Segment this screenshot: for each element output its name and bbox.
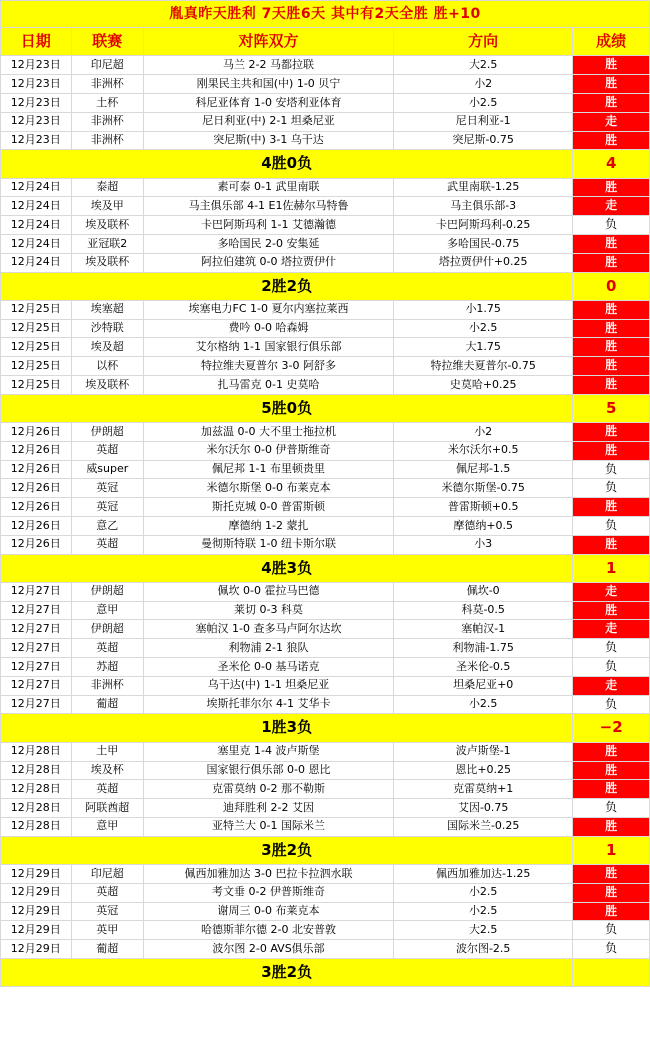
cell-league: 印尼超 [71,864,144,883]
cell-league: 埃塞超 [71,300,144,319]
cell-league: 英超 [71,441,144,460]
table-row [1,197,650,216]
cell-direction: 圣米伦-0.5 [394,658,573,677]
cell-direction: 恩比+0.25 [394,761,573,780]
table-row [1,582,650,601]
cell-result: 胜 [573,498,650,517]
cell-direction: 小2 [394,75,573,94]
table-row [1,376,650,395]
cell-direction: 多哈国民-0.75 [394,234,573,253]
cell-date: 12月26日 [1,517,72,536]
cell-league: 英超 [71,883,144,902]
cell-date: 12月27日 [1,676,72,695]
summary-score: 1 [573,836,650,864]
cell-league: 葡超 [71,695,144,714]
cell-match: 乌干达(中) 1-1 坦桑尼亚 [144,676,394,695]
cell-league: 埃及联杯 [71,216,144,235]
cell-league: 英超 [71,535,144,554]
cell-direction: 武里南联-1.25 [394,178,573,197]
cell-result: 走 [573,112,650,131]
cell-match: 卡巴阿斯玛利 1-1 艾德瀚德 [144,216,394,235]
title-row [1,1,650,28]
cell-direction: 大2.5 [394,921,573,940]
column-header-date: 日期 [1,28,72,56]
cell-date: 12月27日 [1,695,72,714]
cell-match: 扎马雷克 0-1 史莫哈 [144,376,394,395]
cell-match: 米尔沃尔 0-0 伊普斯维奇 [144,441,394,460]
page-title: 胤真昨天胜利 7天胜6天 其中有2天全胜 胜+10 [1,1,650,28]
table-row [1,93,650,112]
cell-direction: 小2.5 [394,695,573,714]
cell-date: 12月26日 [1,460,72,479]
cell-result: 胜 [573,75,650,94]
cell-direction: 艾因-0.75 [394,799,573,818]
cell-date: 12月29日 [1,921,72,940]
cell-league: 沙特联 [71,319,144,338]
summary-label: 2胜2负 [1,272,573,300]
cell-date: 12月25日 [1,338,72,357]
cell-direction: 波尔图-2.5 [394,940,573,959]
summary-score [573,958,650,986]
cell-direction: 小2 [394,423,573,442]
summary-score: 0 [573,272,650,300]
summary-label: 1胜3负 [1,714,573,742]
cell-result: 胜 [573,883,650,902]
cell-date: 12月26日 [1,535,72,554]
cell-match: 迪拜胜利 2-2 艾因 [144,799,394,818]
cell-result: 胜 [573,319,650,338]
cell-date: 12月25日 [1,376,72,395]
table-row [1,601,650,620]
summary-row [1,394,650,422]
cell-result: 胜 [573,178,650,197]
cell-result: 胜 [573,300,650,319]
summary-label: 3胜2负 [1,958,573,986]
cell-league: 伊朗超 [71,582,144,601]
cell-date: 12月23日 [1,93,72,112]
table-row [1,799,650,818]
table-row [1,479,650,498]
cell-match: 佩尼邦 1-1 布里顿贵里 [144,460,394,479]
cell-league: 英甲 [71,921,144,940]
cell-direction: 小1.75 [394,300,573,319]
cell-direction: 米尔沃尔+0.5 [394,441,573,460]
cell-league: 阿联酋超 [71,799,144,818]
cell-match: 科尼亚体育 1-0 安塔利亚体育 [144,93,394,112]
cell-match: 佩西加雅加达 3-0 巴拉卡拉泗水联 [144,864,394,883]
table-row [1,742,650,761]
cell-league: 意甲 [71,817,144,836]
cell-result: 负 [573,639,650,658]
summary-label: 3胜2负 [1,836,573,864]
cell-result: 胜 [573,131,650,150]
cell-direction: 塞帕汉-1 [394,620,573,639]
table-row [1,460,650,479]
summary-score: 5 [573,394,650,422]
cell-direction: 普雷斯顿+0.5 [394,498,573,517]
summary-label: 5胜0负 [1,394,573,422]
cell-league: 埃及联杯 [71,376,144,395]
table-row [1,517,650,536]
cell-league: 伊朗超 [71,620,144,639]
table-row [1,338,650,357]
table-row [1,864,650,883]
cell-match: 莱切 0-3 科莫 [144,601,394,620]
cell-date: 12月25日 [1,357,72,376]
cell-date: 12月27日 [1,582,72,601]
cell-result: 胜 [573,902,650,921]
cell-league: 英冠 [71,902,144,921]
cell-result: 胜 [573,601,650,620]
cell-league: 以杯 [71,357,144,376]
cell-direction: 摩德纳+0.5 [394,517,573,536]
cell-result: 负 [573,658,650,677]
cell-result: 负 [573,479,650,498]
table-row [1,216,650,235]
table-row [1,695,650,714]
cell-direction: 佩坎-0 [394,582,573,601]
table-row [1,902,650,921]
cell-league: 非洲杯 [71,676,144,695]
cell-match: 马兰 2-2 马都拉联 [144,56,394,75]
cell-date: 12月26日 [1,498,72,517]
table-row [1,112,650,131]
cell-date: 12月24日 [1,178,72,197]
summary-label: 4胜0负 [1,150,573,178]
column-header-direction: 方向 [394,28,573,56]
cell-league: 印尼超 [71,56,144,75]
cell-league: 土杯 [71,93,144,112]
cell-match: 哈德斯菲尔德 2-0 北安普敦 [144,921,394,940]
cell-match: 费吟 0-0 哈森姆 [144,319,394,338]
cell-date: 12月28日 [1,780,72,799]
cell-direction: 马主俱乐部-3 [394,197,573,216]
cell-result: 胜 [573,535,650,554]
column-header-row [1,28,650,56]
cell-result: 负 [573,460,650,479]
table-row [1,234,650,253]
cell-direction: 塔拉贾伊什+0.25 [394,253,573,272]
cell-result: 走 [573,197,650,216]
cell-date: 12月28日 [1,817,72,836]
cell-league: 威super [71,460,144,479]
cell-league: 意乙 [71,517,144,536]
cell-match: 加兹温 0-0 大不里士拖拉机 [144,423,394,442]
cell-match: 摩德纳 1-2 蒙扎 [144,517,394,536]
cell-date: 12月23日 [1,112,72,131]
summary-row [1,272,650,300]
cell-date: 12月24日 [1,216,72,235]
cell-match: 塞里克 1-4 波卢斯堡 [144,742,394,761]
table-row [1,498,650,517]
cell-direction: 小2.5 [394,319,573,338]
table-row [1,300,650,319]
cell-match: 利物浦 2-1 狼队 [144,639,394,658]
column-header-match: 对阵双方 [144,28,394,56]
cell-match: 特拉维夫夏普尔 3-0 阿舒多 [144,357,394,376]
cell-date: 12月29日 [1,940,72,959]
cell-direction: 特拉维夫夏普尔-0.75 [394,357,573,376]
cell-league: 非洲杯 [71,131,144,150]
cell-result: 胜 [573,338,650,357]
cell-match: 圣米伦 0-0 基马诺克 [144,658,394,677]
table-row [1,56,650,75]
cell-direction: 佩西加雅加达-1.25 [394,864,573,883]
summary-score: 1 [573,554,650,582]
cell-result: 胜 [573,761,650,780]
cell-match: 塞帕汉 1-0 查多马卢阿尔达坎 [144,620,394,639]
cell-league: 泰超 [71,178,144,197]
cell-league: 葡超 [71,940,144,959]
cell-direction: 利物浦-1.75 [394,639,573,658]
results-table-body [1,1,650,987]
table-row [1,253,650,272]
cell-result: 走 [573,676,650,695]
summary-score: 4 [573,150,650,178]
cell-date: 12月29日 [1,883,72,902]
cell-league: 埃及杯 [71,761,144,780]
table-row [1,921,650,940]
cell-match: 素可泰 0-1 武里南联 [144,178,394,197]
table-row [1,357,650,376]
cell-date: 12月27日 [1,601,72,620]
table-row [1,535,650,554]
table-row [1,423,650,442]
cell-result: 负 [573,695,650,714]
cell-league: 非洲杯 [71,75,144,94]
cell-match: 米德尔斯堡 0-0 布莱克本 [144,479,394,498]
table-row [1,940,650,959]
summary-label: 4胜3负 [1,554,573,582]
summary-row [1,714,650,742]
cell-result: 负 [573,921,650,940]
cell-result: 胜 [573,56,650,75]
cell-date: 12月28日 [1,761,72,780]
cell-result: 胜 [573,234,650,253]
table-row [1,441,650,460]
cell-date: 12月27日 [1,658,72,677]
cell-direction: 米德尔斯堡-0.75 [394,479,573,498]
cell-direction: 小3 [394,535,573,554]
cell-result: 负 [573,940,650,959]
cell-direction: 科莫-0.5 [394,601,573,620]
cell-league: 英超 [71,639,144,658]
summary-row [1,554,650,582]
cell-direction: 小2.5 [394,902,573,921]
cell-match: 考文垂 0-2 伊普斯维奇 [144,883,394,902]
cell-result: 负 [573,216,650,235]
cell-date: 12月25日 [1,319,72,338]
cell-league: 英冠 [71,498,144,517]
cell-result: 胜 [573,817,650,836]
cell-league: 埃及联杯 [71,253,144,272]
cell-league: 英冠 [71,479,144,498]
cell-match: 亚特兰大 0-1 国际米兰 [144,817,394,836]
cell-league: 非洲杯 [71,112,144,131]
cell-result: 走 [573,620,650,639]
cell-date: 12月24日 [1,197,72,216]
cell-date: 12月26日 [1,441,72,460]
cell-result: 胜 [573,93,650,112]
cell-match: 多哈国民 2-0 安集延 [144,234,394,253]
cell-date: 12月23日 [1,131,72,150]
cell-date: 12月27日 [1,639,72,658]
table-row [1,761,650,780]
summary-row [1,150,650,178]
cell-league: 苏超 [71,658,144,677]
cell-league: 埃及超 [71,338,144,357]
cell-match: 突尼斯(中) 3-1 乌干达 [144,131,394,150]
table-row [1,639,650,658]
cell-date: 12月23日 [1,75,72,94]
cell-match: 国家银行俱乐部 0-0 恩比 [144,761,394,780]
cell-direction: 尼日利亚-1 [394,112,573,131]
cell-league: 土甲 [71,742,144,761]
table-row [1,676,650,695]
cell-league: 英超 [71,780,144,799]
column-header-league: 联赛 [71,28,144,56]
cell-league: 亚冠联2 [71,234,144,253]
cell-direction: 波卢斯堡-1 [394,742,573,761]
cell-direction: 卡巴阿斯玛利-0.25 [394,216,573,235]
cell-result: 负 [573,517,650,536]
summary-score: −2 [573,714,650,742]
table-row [1,883,650,902]
cell-direction: 克雷莫纳+1 [394,780,573,799]
cell-match: 曼彻斯特联 1-0 纽卡斯尔联 [144,535,394,554]
cell-match: 阿拉伯建筑 0-0 塔拉贾伊什 [144,253,394,272]
cell-match: 谢周三 0-0 布莱克本 [144,902,394,921]
cell-result: 胜 [573,423,650,442]
cell-match: 艾尔格纳 1-1 国家银行俱乐部 [144,338,394,357]
table-row [1,75,650,94]
cell-result: 负 [573,799,650,818]
cell-direction: 大1.75 [394,338,573,357]
cell-direction: 坦桑尼亚+0 [394,676,573,695]
table-row [1,817,650,836]
table-row [1,131,650,150]
cell-date: 12月29日 [1,864,72,883]
cell-direction: 国际米兰-0.25 [394,817,573,836]
cell-date: 12月23日 [1,56,72,75]
cell-date: 12月29日 [1,902,72,921]
cell-match: 佩坎 0-0 霍拉马巴德 [144,582,394,601]
cell-date: 12月27日 [1,620,72,639]
cell-match: 波尔图 2-0 AVS俱乐部 [144,940,394,959]
cell-match: 马主俱乐部 4-1 E1佐赫尔马特鲁 [144,197,394,216]
summary-row [1,958,650,986]
cell-result: 胜 [573,441,650,460]
cell-date: 12月26日 [1,479,72,498]
column-header-result: 成绩 [573,28,650,56]
cell-date: 12月28日 [1,742,72,761]
table-row [1,620,650,639]
cell-date: 12月24日 [1,234,72,253]
cell-result: 走 [573,582,650,601]
cell-date: 12月28日 [1,799,72,818]
table-row [1,178,650,197]
table-row [1,319,650,338]
cell-direction: 突尼斯-0.75 [394,131,573,150]
cell-league: 伊朗超 [71,423,144,442]
cell-result: 胜 [573,357,650,376]
cell-match: 克雷莫纳 0-2 那不勒斯 [144,780,394,799]
cell-match: 尼日利亚(中) 2-1 坦桑尼亚 [144,112,394,131]
cell-result: 胜 [573,253,650,272]
cell-date: 12月26日 [1,423,72,442]
cell-result: 胜 [573,376,650,395]
cell-match: 埃斯托菲尔尔 4-1 艾华卡 [144,695,394,714]
table-row [1,780,650,799]
cell-direction: 大2.5 [394,56,573,75]
cell-match: 刚果民主共和国(中) 1-0 贝宁 [144,75,394,94]
cell-result: 胜 [573,780,650,799]
cell-direction: 小2.5 [394,883,573,902]
cell-direction: 史莫哈+0.25 [394,376,573,395]
cell-date: 12月24日 [1,253,72,272]
cell-direction: 小2.5 [394,93,573,112]
table-row [1,658,650,677]
cell-date: 12月25日 [1,300,72,319]
cell-match: 斯托克城 0-0 普雷斯顿 [144,498,394,517]
summary-row [1,836,650,864]
cell-match: 埃塞电力FC 1-0 夏尔内塞拉莱西 [144,300,394,319]
cell-league: 埃及甲 [71,197,144,216]
cell-result: 胜 [573,864,650,883]
cell-direction: 佩尼邦-1.5 [394,460,573,479]
cell-league: 意甲 [71,601,144,620]
cell-result: 胜 [573,742,650,761]
